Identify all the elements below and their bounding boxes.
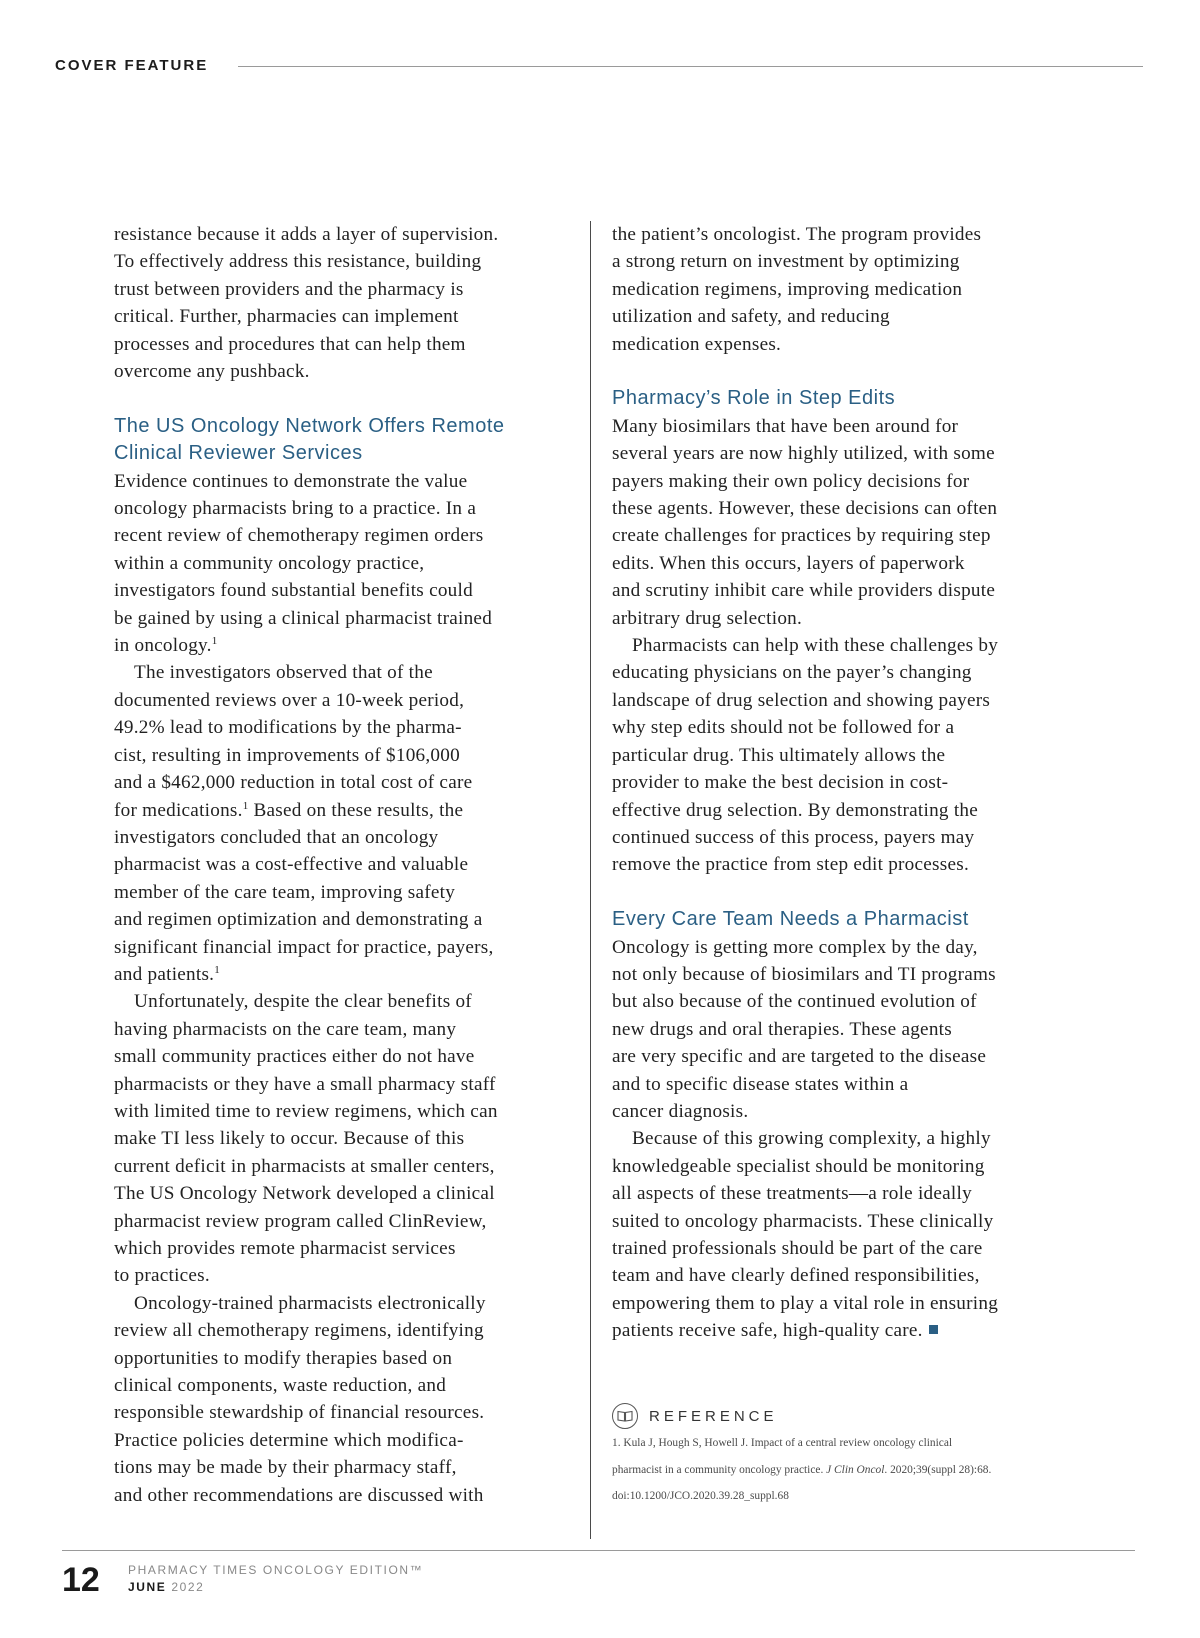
citation-mark: 1: [211, 635, 218, 648]
body-line: team and have clearly defined responsibilities,: [612, 1265, 980, 1287]
issue-date: JUNE 2022: [128, 1580, 205, 1594]
body-line: resistance because it adds a layer of supervision.: [114, 224, 499, 245]
body-line: medication expenses.: [612, 333, 782, 355]
body-line: clinical components, waste reduction, and: [114, 1375, 447, 1397]
header-rule: [238, 66, 1143, 67]
body-line: pharmacist was a cost-effective and valuable: [114, 854, 469, 876]
body-line: trained professionals should be part of the care: [612, 1238, 983, 1259]
body-line: Oncology is getting more complex by the day,: [612, 936, 978, 958]
body-line: pharmacist review program called ClinReview,: [114, 1210, 487, 1232]
citation-mark: 1: [242, 799, 249, 812]
body-line: opportunities to modify therapies based on: [114, 1347, 453, 1369]
body-line: Oncology-trained pharmacists electronically: [134, 1292, 486, 1314]
body-line: create challenges for practices by requiring step: [612, 525, 991, 547]
publication-name: PHARMACY TIMES ONCOLOGY EDITION™: [128, 1563, 424, 1577]
body-line: new drugs and oral therapies. These agents: [612, 1018, 952, 1040]
body-line: critical. Further, pharmacies can implement: [114, 306, 459, 328]
body-line: having pharmacists on the care team, many: [114, 1018, 457, 1040]
body-line: overcome any pushback.: [114, 361, 310, 383]
body-line: these agents. However, these decisions can often: [612, 498, 998, 520]
end-of-article-icon: [929, 1325, 938, 1334]
citation-mark: 1: [214, 963, 220, 976]
section-heading: Clinical Reviewer Services: [114, 442, 363, 465]
section-label: COVER FEATURE: [55, 57, 209, 74]
body-line: all aspects of these treatments—a role ideally: [612, 1183, 972, 1205]
book-icon: [612, 1403, 638, 1429]
body-line: within a community oncology practice,: [114, 552, 425, 574]
body-line: continued success of this process, payers may: [612, 826, 975, 848]
body-line: payers making their own policy decisions for: [612, 470, 970, 492]
body-line: review all chemotherapy regimens, identifying: [114, 1320, 484, 1342]
footer-rule: [62, 1550, 1135, 1551]
body-line: for medications.$^1$ Based on these results, the: [114, 799, 464, 821]
body-line: knowledgeable specialist should be monitoring: [612, 1155, 985, 1177]
page-number: 12: [62, 1561, 100, 1599]
reference-title: REFERENCE: [649, 1407, 778, 1425]
reference-list: [612, 1430, 1082, 1510]
section-heading: Pharmacy’s Role in Step Edits: [612, 387, 896, 410]
body-line: member of the care team, improving safety: [114, 881, 456, 903]
body-line: remove the practice from step edit processes.: [612, 854, 970, 876]
body-line: and a $462,000 reduction in total cost of care: [114, 772, 473, 794]
body-line: and patients.$^1$: [114, 963, 220, 985]
body-line: and other recommendations are discussed with: [114, 1484, 484, 1506]
body-line: oncology pharmacists bring to a practice. In a: [114, 498, 477, 520]
section-heading: Every Care Team Needs a Pharmacist: [612, 908, 969, 931]
body-line: suited to oncology pharmacists. These clinically: [612, 1210, 994, 1232]
body-line: Pharmacists can help with these challenges by: [632, 635, 999, 657]
body-line: the patient’s oncologist. The program provides: [612, 224, 982, 245]
body-line: recent review of chemotherapy regimen orders: [114, 525, 484, 547]
body-line: are very specific and are targeted to the disease: [612, 1046, 987, 1068]
body-line: several years are now highly utilized, with some: [612, 443, 995, 465]
body-line: 49.2% lead to modifications by the pharma-: [114, 717, 462, 739]
body-line: utilization and safety, and reducing: [612, 306, 890, 328]
reference-line: doi:10.1200/JCO.2020.39.28_suppl.68: [612, 1490, 789, 1503]
body-line: particular drug. This ultimately allows the: [612, 744, 946, 766]
body-line: Many biosimilars that have been around for: [612, 415, 959, 437]
body-line: landscape of drug selection and showing payers: [612, 689, 991, 711]
body-line: trust between providers and the pharmacy is: [114, 278, 464, 300]
body-line: why step edits should not be followed for a: [612, 717, 955, 739]
body-line: but also because of the continued evolution of: [612, 991, 977, 1013]
column-divider: [590, 221, 591, 1539]
body-line: To effectively address this resistance, building: [114, 251, 482, 273]
body-line: documented reviews over a 10-week period,: [114, 689, 465, 711]
body-line: The US Oncology Network developed a clinical: [114, 1183, 495, 1205]
body-line: to practices.: [114, 1265, 210, 1287]
body-line: edits. When this occurs, layers of paperwork: [612, 552, 965, 574]
body-line: tions may be made by their pharmacy staff,: [114, 1457, 457, 1479]
section-heading: The US Oncology Network Offers Remote: [114, 414, 505, 437]
body-line: provider to make the best decision in cost-: [612, 772, 949, 794]
body-line: which provides remote pharmacist services: [114, 1238, 456, 1260]
body-line: make TI less likely to occur. Because of this: [114, 1128, 465, 1150]
body-line: arbitrary drug selection.: [612, 607, 803, 629]
body-line: patients receive safe, high-quality care.: [612, 1317, 1072, 1344]
body-line: Practice policies determine which modifica-: [114, 1429, 464, 1451]
body-line: current deficit in pharmacists at smaller centers,: [114, 1155, 495, 1177]
left-column: [114, 221, 574, 1509]
body-line: responsible stewardship of financial resources.: [114, 1402, 485, 1424]
body-line: with limited time to review regimens, which can: [114, 1100, 498, 1122]
body-line: significant financial impact for practice, payers,: [114, 936, 494, 958]
body-line: effective drug selection. By demonstrating the: [612, 799, 979, 821]
body-line: pharmacists or they have a small pharmacy staff: [114, 1073, 496, 1095]
body-line: cancer diagnosis.: [612, 1100, 749, 1122]
body-line: medication regimens, improving medication: [612, 278, 963, 300]
body-line: and scrutiny inhibit care while providers dispute: [612, 580, 996, 602]
body-line: Because of this growing complexity, a highly: [632, 1128, 991, 1150]
body-line: educating physicians on the payer’s changing: [612, 662, 972, 684]
body-line: be gained by using a clinical pharmacist trained: [114, 607, 493, 629]
reference-line: pharmacist in a community oncology practice. J Clin Oncol. 2020;39(suppl 28):68.: [612, 1463, 992, 1476]
right-column: [612, 221, 1072, 1345]
body-line: small community practices either do not have: [114, 1046, 475, 1068]
body-line: and regimen optimization and demonstrating a: [114, 909, 483, 931]
body-line: Evidence continues to demonstrate the value: [114, 470, 468, 492]
reference-header: [612, 1401, 778, 1431]
body-line: cist, resulting in improvements of $106,000: [114, 744, 460, 766]
body-line: in oncology.$^1$: [114, 635, 218, 657]
body-line: not only because of biosimilars and TI programs: [612, 963, 996, 985]
body-line: investigators found substantial benefits could: [114, 580, 473, 602]
body-line: and to specific disease states within a: [612, 1073, 909, 1095]
body-line: The investigators observed that of the: [134, 662, 433, 684]
body-line: investigators concluded that an oncology: [114, 826, 439, 848]
body-line: a strong return on investment by optimizing: [612, 251, 960, 273]
body-line: empowering them to play a vital role in ensuring: [612, 1292, 999, 1314]
reference-line: 1. Kula J, Hough S, Howell J. Impact of a central review oncology clinical: [612, 1437, 953, 1449]
body-line: Unfortunately, despite the clear benefits of: [134, 991, 472, 1013]
body-line: processes and procedures that can help them: [114, 333, 466, 355]
